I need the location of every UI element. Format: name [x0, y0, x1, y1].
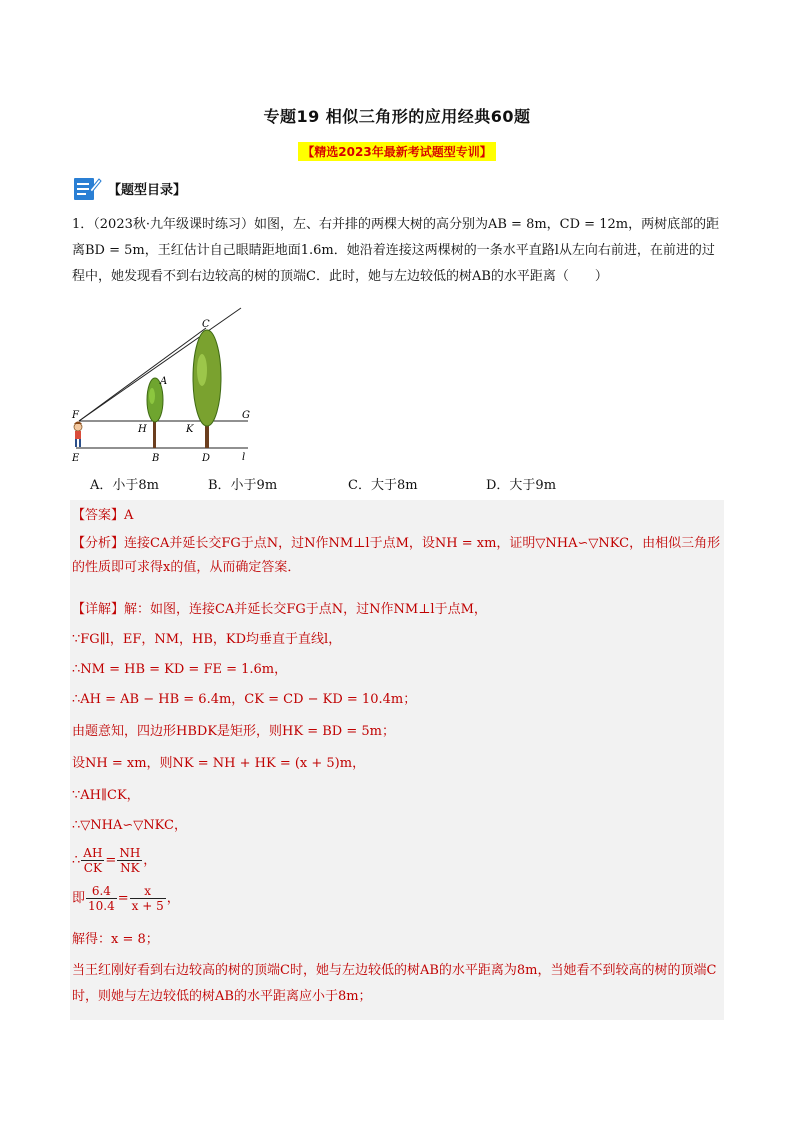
subtitle-banner: 【精选2023年最新考试题型专训】: [298, 142, 495, 161]
step-8-fraction-eq: [72, 846, 722, 876]
frac-num: NH: [119, 846, 141, 860]
label-d: D: [202, 453, 211, 464]
frac-num: x: [130, 884, 166, 899]
step-3: ∴AH = AB − HB = 6.4m，CK = CD − KD = 10.4m；: [72, 692, 417, 707]
step-4: 由题意知，四边形HBDK是矩形，则HK = BD = 5m；: [72, 724, 395, 739]
step-7: ∴▽NHA∽▽NKC，: [72, 818, 187, 833]
step-10: 解得：x = 8；: [72, 932, 159, 947]
detail-line: [72, 598, 722, 622]
option-b[interactable]: B．小于9m: [208, 478, 278, 493]
fraction-nh-nk: [117, 846, 142, 875]
label-f: F: [72, 410, 79, 421]
detail-first: 解：如图，连接CA并延长交FG于点N，过N作NM⊥l于点M，: [124, 602, 487, 617]
tree-ab-trunk: [153, 418, 156, 448]
step-9-prefix: 即: [72, 891, 86, 906]
label-e: E: [72, 453, 80, 464]
label-g: G: [242, 410, 250, 421]
toc-heading: [72, 172, 186, 204]
step-5: 设NH = xm，则NK = NH + HK = (x + 5)m，: [72, 756, 366, 771]
answer-value: A: [124, 508, 134, 523]
step-9-fraction-eq: [72, 884, 722, 914]
answer-line: [72, 504, 722, 528]
equals-sign: =: [105, 853, 117, 868]
tree-cd-crown: [193, 330, 221, 426]
person-hair: [74, 422, 82, 425]
label-c: C: [202, 319, 210, 330]
label-b: B: [152, 453, 160, 464]
person-leg-right: [79, 439, 81, 447]
tree-cd-highlight: [197, 354, 207, 386]
label-h: H: [138, 424, 147, 435]
answer-panel: [70, 500, 724, 1020]
person-leg-left: [75, 439, 77, 447]
step-8-prefix: ∴: [72, 853, 81, 868]
edit-note-icon: [72, 173, 102, 203]
option-d[interactable]: D．大于9m: [486, 478, 557, 493]
person-head: [74, 423, 82, 431]
step-6: ∵AH∥CK，: [72, 788, 140, 803]
option-c[interactable]: C．大于8m: [348, 478, 418, 493]
label-a: A: [160, 376, 168, 387]
frac-num: AH: [83, 846, 103, 860]
step-1: ∵FG∥l，EF，NM，HB，KD均垂直于直线l，: [72, 632, 342, 647]
frac-den: x + 5: [131, 899, 164, 913]
step-9-suffix: ，: [166, 891, 180, 906]
frac-num: 6.4: [86, 884, 117, 899]
person-body: [75, 431, 81, 439]
sight-line-lower: [79, 328, 206, 421]
step-8-suffix: ，: [143, 853, 157, 868]
frac-den: CK: [83, 861, 102, 875]
tree-ab-highlight: [149, 388, 155, 404]
answer-tag: 【答案】: [72, 508, 125, 523]
frac-den: NK: [120, 861, 140, 875]
options-row: [90, 474, 690, 496]
fraction-64-104: [86, 884, 117, 913]
fraction-ah-ck: [81, 846, 104, 875]
tree-cd-trunk: [205, 425, 209, 448]
analysis-tag: 【分析】: [72, 536, 125, 551]
subtitle-wrap: [0, 142, 794, 161]
detail-tag: 【详解】: [72, 602, 125, 617]
fraction-x-x5: [130, 884, 166, 913]
analysis-line: [72, 532, 722, 580]
question-text: 1．（2023秋·九年级课时练习）如图，左、右并排的两棵大树的高分别为AB = 8m，CD = 12m，两树底部的距离BD = 5m，王红估计自己眼睛距地面1.6m．她沿着连接这两棵树的一条水平直路l从左向右前进，在前进的过程中，她发现看不到右边较高的树的顶端C．此时，她与左边较低的树AB的水平距离（ ）: [72, 217, 720, 284]
label-k: K: [186, 424, 194, 435]
geometry-figure: [66, 300, 266, 470]
step-11: 当王红刚好看到右边较高的树的顶端C时，她与左边较低的树AB的水平距离为8m，当她看不到较高的树的顶端C时，则她与左边较低的树AB的水平距离应小于8m；: [72, 963, 717, 1004]
label-l: l: [242, 452, 246, 463]
analysis-text: 连接CA并延长交FG于点N，过N作NM⊥l于点M，设NH = xm，证明▽NHA∽▽NKC，由相似三角形的性质即可求得x的值，从而确定答案．: [72, 536, 721, 575]
equals-sign: =: [117, 891, 129, 906]
page-title: 专题19 相似三角形的应用经典60题: [263, 107, 531, 126]
toc-label: 【题型目录】: [108, 182, 187, 198]
frac-den: 10.4: [88, 899, 115, 913]
step-2: ∴NM = HB = KD = FE = 1.6m，: [72, 662, 288, 677]
option-a[interactable]: A．小于8m: [90, 478, 159, 493]
